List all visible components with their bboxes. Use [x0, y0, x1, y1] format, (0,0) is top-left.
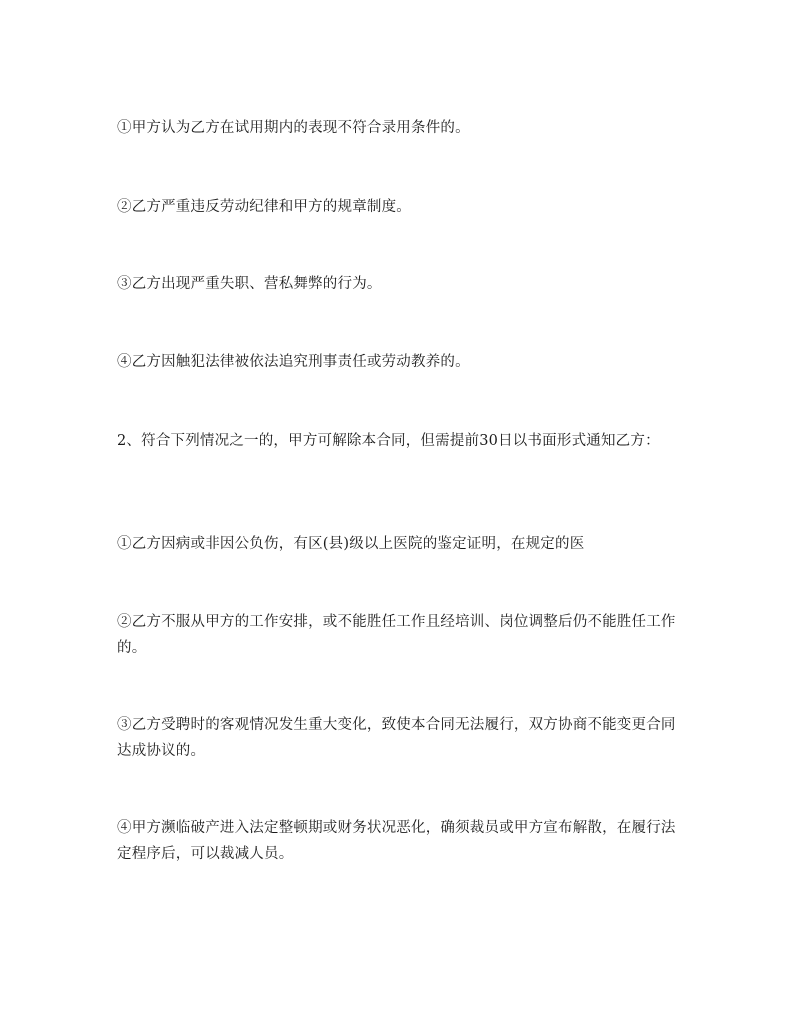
section-heading-2: 2、符合下列情况之一的，甲方可解除本合同，但需提前30日以书面形式通知乙方： [117, 433, 660, 449]
clause-item-2-4: ④甲方濒临破产进入法定整顿期或财务状况恶化，确须裁员或甲方宣布解散，在履行法定程序后，可以裁减人员。 [117, 820, 676, 862]
clause-item-4: ④乙方因触犯法律被依法追究刑事责任或劳动教养的。 [117, 354, 470, 370]
clause-item-3: ③乙方出现严重失职、营私舞弊的行为。 [117, 276, 382, 292]
clause-item-2-2: ②乙方不服从甲方的工作安排，或不能胜任工作且经培训、岗位调整后仍不能胜任工作的。 [117, 614, 676, 656]
clause-item-1: ①甲方认为乙方在试用期内的表现不符合录用条件的。 [117, 120, 470, 136]
clause-item-2-1: ①乙方因病或非因公负伤，有区(县)级以上医院的鉴定证明，在规定的医 [117, 536, 585, 552]
clause-item-2: ②乙方严重违反劳动纪律和甲方的规章制度。 [117, 199, 411, 215]
clause-item-2-3: ③乙方受聘时的客观情况发生重大变化，致使本合同无法履行，双方协商不能变更合同达成协议的。 [117, 717, 676, 759]
